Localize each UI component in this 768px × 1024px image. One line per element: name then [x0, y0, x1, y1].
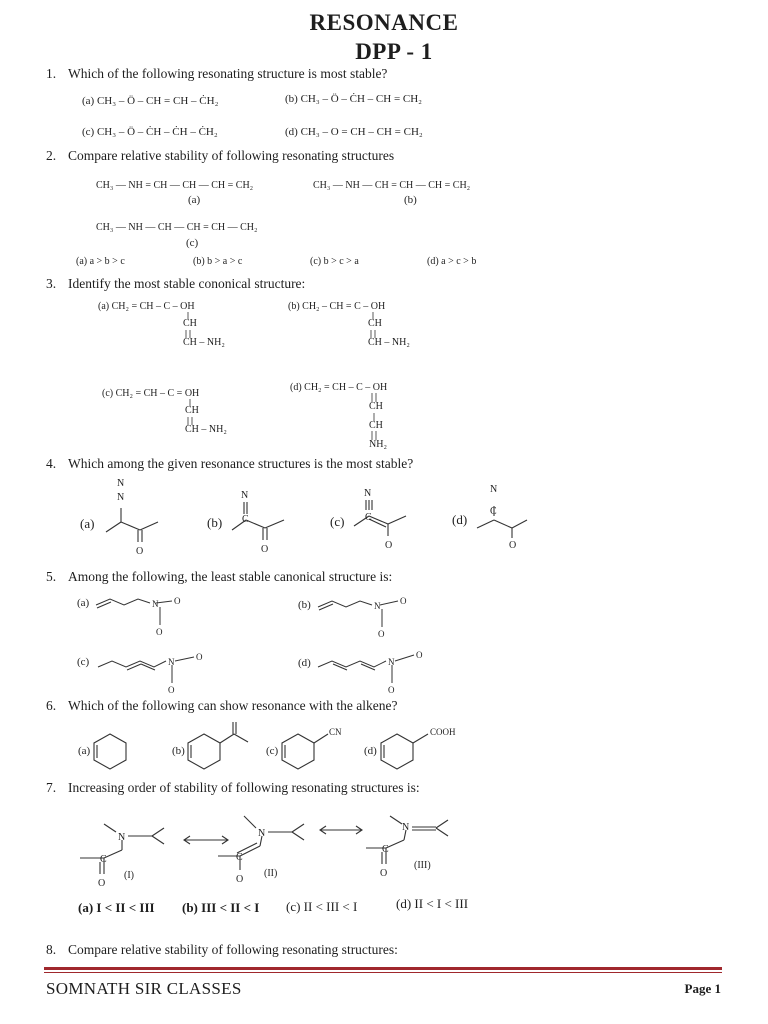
question-6	[46, 698, 398, 714]
q1-option-c: (c) CH₃ – Ö – ĊH – ĊH – ĊH₂	[82, 126, 218, 138]
page-title: RESONANCE	[309, 10, 459, 35]
q5-d-o1: O	[416, 650, 423, 660]
q4-a-n: N	[117, 478, 125, 489]
q7-iii-n: N	[402, 822, 410, 833]
q4-b-n: N	[241, 490, 249, 501]
question-text: Compare relative stability of following resonating structures	[68, 148, 395, 163]
q7-option-b: (b) III < II < I	[182, 900, 260, 915]
q5-b-n: N	[374, 601, 381, 611]
q2-label-a: (a)	[188, 194, 201, 206]
q3-option-c: (c) CH₂ = CH – C = OH	[102, 388, 200, 399]
question-number: 7.	[46, 780, 57, 795]
question-text: Among the following, the least stable canonical structure is:	[68, 569, 393, 584]
q3-bond-lines	[0, 0, 768, 470]
q2-structure-b: CH₃ — NH — CH = CH — CH = CH₂	[313, 180, 471, 191]
q7-label-i: (I)	[124, 870, 134, 881]
q1-option-b: (b) CH₃ – Ö – ĊH – CH = CH₂	[285, 93, 423, 105]
q4-label-a: (a)	[80, 516, 95, 531]
q5-label-c: (c)	[77, 656, 90, 668]
q5-a-o1: O	[174, 596, 181, 606]
q7-structures	[0, 800, 768, 895]
q7-iii-o: O	[380, 868, 388, 879]
q2-label-c: (c)	[186, 237, 199, 249]
question-text: Identify the most stable cononical structure:	[68, 276, 306, 291]
q4-a-o: O	[136, 546, 144, 557]
question-number: 3.	[46, 276, 57, 291]
question-number: 6.	[46, 698, 57, 713]
q7-iii-c: C	[382, 844, 389, 855]
question-number: 1.	[46, 66, 57, 81]
q3-option-d: (d) CH₂ = CH – C – OH	[290, 382, 388, 393]
q4-d-n: N	[490, 484, 498, 495]
page-subtitle: DPP - 1	[355, 39, 433, 64]
q4-structures	[0, 470, 768, 560]
q5-d-o2: O	[388, 685, 395, 695]
q4-d-o: O	[509, 540, 517, 551]
q5-d-n: N	[388, 657, 395, 667]
q1-option-d: (d) CH₃ – O = CH – CH = CH₂	[285, 126, 423, 138]
q2-structure-a: CH₃ — NH = CH — CH — CH = CH₂	[96, 180, 254, 191]
question-text: Which among the given resonance structures is the most stable?	[68, 456, 414, 471]
q2-label-b: (b)	[404, 194, 417, 206]
q2-option-a: (a) a > b > c	[76, 256, 125, 267]
q2-option-c: (c) b > c > a	[310, 256, 359, 267]
q7-i-c: C	[100, 854, 107, 865]
q7-option-a: (a) I < II < III	[78, 900, 155, 915]
q5-label-d: (d)	[298, 657, 311, 669]
q3-b-ch: CH	[368, 318, 382, 329]
q4-d-c: C	[490, 506, 497, 517]
q5-b-o1: O	[400, 596, 407, 606]
q5-c-n: N	[168, 657, 175, 667]
q3-d-ch2: CH	[369, 420, 383, 431]
q5-c-o1: O	[196, 652, 203, 662]
question-number: 5.	[46, 569, 57, 584]
q6-label-a: (a)	[78, 745, 91, 757]
q7-i-o: O	[98, 878, 106, 889]
q7-ii-c: C	[236, 852, 243, 863]
question-8	[46, 942, 398, 958]
question-5	[46, 569, 392, 585]
q7-option-c: (c) II < III < I	[286, 899, 358, 914]
q4-a-n2: N	[117, 492, 125, 503]
q4-c-n: N	[364, 488, 372, 499]
q3-d-nh2: NH₂	[369, 439, 387, 450]
question-7	[46, 780, 420, 796]
q5-structures	[0, 585, 768, 695]
q3-b-chnh2: CH – NH₂	[368, 337, 410, 348]
q3-a-ch: CH	[183, 318, 197, 329]
footer-rule-thick	[44, 967, 722, 970]
q5-c-o2: O	[168, 685, 175, 695]
q7-option-d: (d) II < I < III	[396, 896, 469, 911]
q7-label-ii: (II)	[264, 868, 278, 879]
question-text: Increasing order of stability of following resonating structures is:	[68, 780, 420, 795]
q3-d-ch1: CH	[369, 401, 383, 412]
question-text: Which of the following resonating structure is most stable?	[68, 66, 388, 81]
q5-label-a: (a)	[77, 597, 90, 609]
q6-c-cn: CN	[329, 727, 342, 737]
question-text: Which of the following can show resonance with the alkene?	[68, 698, 398, 713]
question-number: 4.	[46, 456, 57, 471]
question-number: 2.	[46, 148, 57, 163]
q3-option-a: (a) CH₂ = CH – C – OH	[98, 301, 195, 312]
q5-b-o2: O	[378, 629, 385, 639]
q7-i-n: N	[118, 832, 126, 843]
q1-option-a: (a) CH₃ – Ö – CH = CH – ĊH₂	[82, 95, 219, 107]
q6-structures	[0, 718, 768, 778]
q4-c-o: O	[385, 540, 393, 551]
q7-ii-o: O	[236, 874, 244, 885]
q3-a-chnh2: CH – NH₂	[183, 337, 225, 348]
q6-d-cooh: COOH	[430, 727, 456, 737]
q4-c-c: C	[365, 512, 372, 523]
q7-label-iii: (III)	[414, 860, 431, 871]
q3-option-b: (b) CH₂ – CH = C – OH	[288, 301, 386, 312]
q6-label-b: (b)	[172, 745, 185, 757]
q2-structure-c: CH₃ — NH — CH — CH = CH — CH₂	[96, 222, 258, 233]
q4-label-c: (c)	[330, 514, 345, 529]
q4-b-c: C	[242, 514, 249, 525]
q4-label-d: (d)	[452, 512, 468, 527]
question-number: 8.	[46, 942, 57, 957]
q5-a-n: N	[152, 599, 159, 609]
footer-brand: SOMNATH SIR CLASSES	[46, 979, 242, 998]
q4-b-o: O	[261, 544, 269, 555]
q6-label-d: (d)	[364, 745, 377, 757]
q2-option-b: (b) b > a > c	[193, 256, 243, 267]
page-number: Page 1	[684, 981, 721, 996]
footer-rule-thin	[44, 972, 722, 973]
q3-c-ch: CH	[185, 405, 199, 416]
q5-a-o2: O	[156, 627, 163, 637]
q6-label-c: (c)	[266, 745, 279, 757]
q7-ii-n: N	[258, 828, 266, 839]
q3-c-chnh2: CH – NH₂	[185, 424, 227, 435]
question-text: Compare relative stability of following resonating structures:	[68, 942, 398, 957]
q4-label-b: (b)	[207, 515, 223, 530]
q5-label-b: (b)	[298, 599, 311, 611]
q2-option-d: (d) a > c > b	[427, 256, 477, 267]
